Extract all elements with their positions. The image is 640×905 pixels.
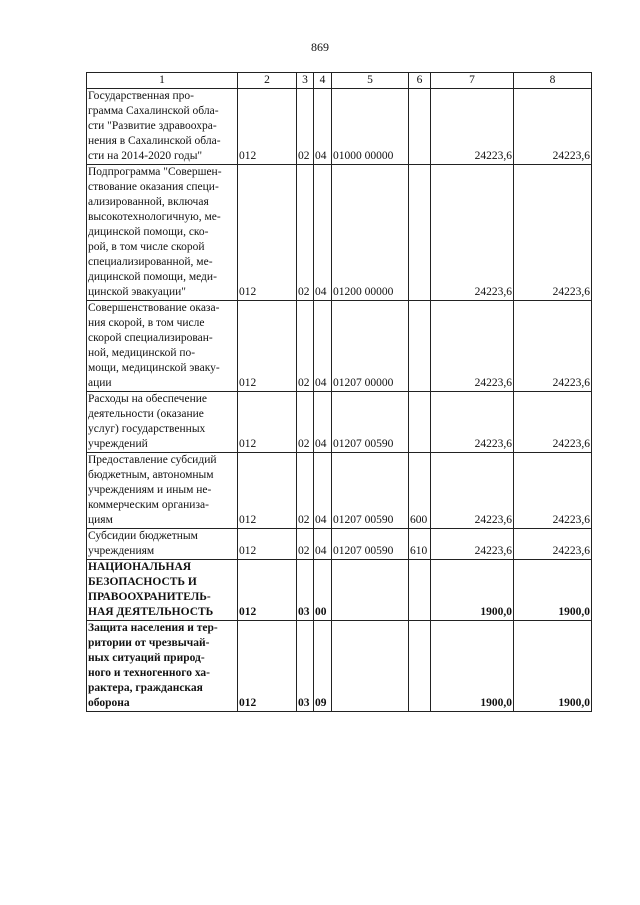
amount-col-8: 1900,0 [514,621,592,712]
row-name: НАЦИОНАЛЬНАЯ БЕЗОПАСНОСТЬ И ПРАВООХРАНИТЕЛЬ- НАЯ ДЕЯТЕЛЬНОСТЬ [87,560,238,621]
target-article-code [332,621,409,712]
expense-type-code [409,392,431,453]
table-row [87,529,592,560]
target-article-code: 01207 00590 [332,453,409,529]
header-col-7: 7 [431,73,514,89]
amount-col-7: 24223,6 [431,392,514,453]
amount-col-7: 24223,6 [431,453,514,529]
header-col-6: 6 [409,73,431,89]
table-row [87,165,592,301]
table-row [87,392,592,453]
page-number: 869 [311,40,329,54]
header-col-1: 1 [87,73,238,89]
section-code: 02 [297,165,314,301]
section-code: 03 [297,560,314,621]
target-article-code: 01207 00590 [332,529,409,560]
expense-type-code [409,89,431,165]
ministry-code: 012 [238,301,297,392]
subsection-code: 04 [314,453,332,529]
table-row [87,560,592,621]
amount-col-8: 24223,6 [514,529,592,560]
header-col-8: 8 [514,73,592,89]
subsection-code: 04 [314,89,332,165]
section-code: 02 [297,301,314,392]
amount-col-8: 1900,0 [514,560,592,621]
target-article-code: 01207 00590 [332,392,409,453]
subsection-code: 04 [314,529,332,560]
header-col-3: 3 [297,73,314,89]
subsection-code: 00 [314,560,332,621]
expense-type-code [409,165,431,301]
row-name: Подпрограмма "Совершен- ствование оказания специ- ализированной, включая высокотехнологичную, ме- дицинской помощи, ско- рой, в том числе скорой специализированной, ме- дицинской помощи, меди- цинской эвакуации" [87,165,238,301]
table-row [87,621,592,712]
section-code: 02 [297,529,314,560]
budget-table [86,72,592,712]
amount-col-8: 24223,6 [514,453,592,529]
expense-type-code: 610 [409,529,431,560]
subsection-code: 04 [314,392,332,453]
header-col-4: 4 [314,73,332,89]
row-name: Субсидии бюджетным учреждениям [87,529,238,560]
ministry-code: 012 [238,560,297,621]
target-article-code: 01207 00000 [332,301,409,392]
amount-col-7: 24223,6 [431,529,514,560]
table-row [87,89,592,165]
header-row [87,73,592,89]
amount-col-8: 24223,6 [514,89,592,165]
row-name: Предоставление субсидий бюджетным, автономным учреждениям и иным не- коммерческим организа- циям [87,453,238,529]
amount-col-8: 24223,6 [514,392,592,453]
row-name: Совершенствование оказа- ния скорой, в том числе скорой специализирован- ной, медицинской по- мощи, медицинской эваку- ации [87,301,238,392]
amount-col-8: 24223,6 [514,301,592,392]
expense-type-code: 600 [409,453,431,529]
ministry-code: 012 [238,453,297,529]
expense-type-code [409,560,431,621]
section-code: 03 [297,621,314,712]
header-col-5: 5 [332,73,409,89]
subsection-code: 09 [314,621,332,712]
table-row [87,453,592,529]
expense-type-code [409,621,431,712]
ministry-code: 012 [238,529,297,560]
subsection-code: 04 [314,165,332,301]
section-code: 02 [297,453,314,529]
amount-col-7: 24223,6 [431,301,514,392]
ministry-code: 012 [238,621,297,712]
amount-col-7: 24223,6 [431,89,514,165]
section-code: 02 [297,89,314,165]
amount-col-7: 1900,0 [431,560,514,621]
row-name: Государственная про- грамма Сахалинской обла- сти "Развитие здравоохра- нения в Сахалинской обла- сти на 2014-2020 годы" [87,89,238,165]
amount-col-8: 24223,6 [514,165,592,301]
amount-col-7: 24223,6 [431,165,514,301]
subsection-code: 04 [314,301,332,392]
section-code: 02 [297,392,314,453]
header-col-2: 2 [238,73,297,89]
target-article-code [332,560,409,621]
table-row [87,301,592,392]
ministry-code: 012 [238,89,297,165]
expense-type-code [409,301,431,392]
target-article-code: 01000 00000 [332,89,409,165]
row-name: Расходы на обеспечение деятельности (оказание услуг) государственных учреждений [87,392,238,453]
ministry-code: 012 [238,392,297,453]
ministry-code: 012 [238,165,297,301]
amount-col-7: 1900,0 [431,621,514,712]
row-name: Защита населения и тер- ритории от чрезвычай- ных ситуаций природ- ного и техногенного ха- рактера, гражданская оборона [87,621,238,712]
target-article-code: 01200 00000 [332,165,409,301]
